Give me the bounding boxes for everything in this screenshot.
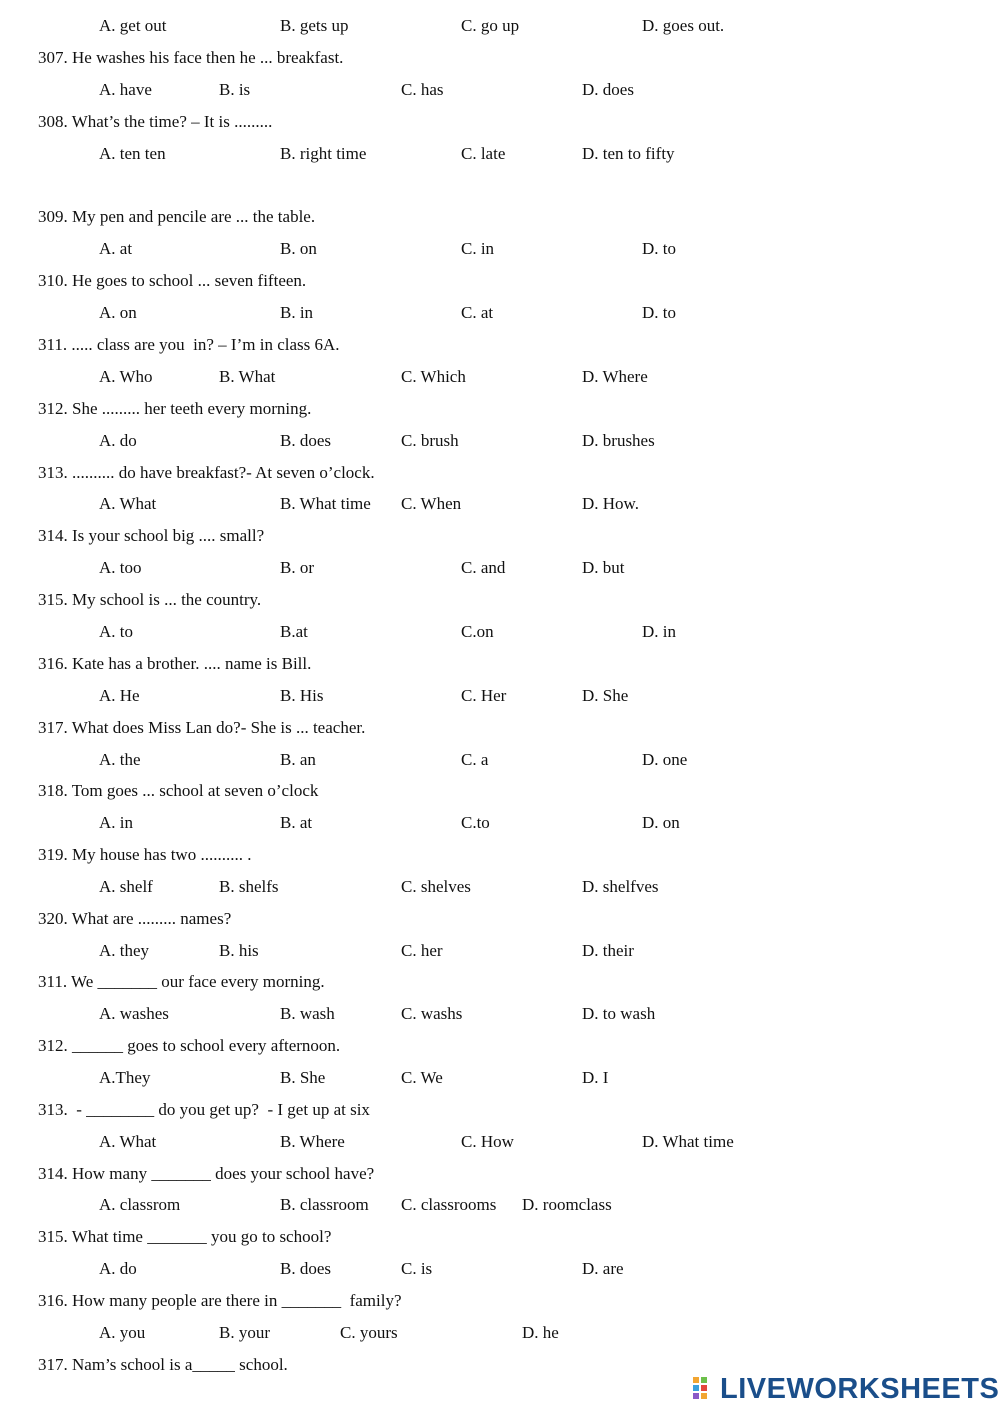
answer-option: C. When [401, 494, 462, 513]
answer-option: B. His [280, 686, 324, 705]
answer-option: D. goes out. [642, 16, 725, 35]
question-text: 317. Nam’s school is a_____ school. [38, 1355, 288, 1374]
answer-option: C. late [461, 144, 506, 163]
liveworksheets-logo [692, 1372, 999, 1406]
answer-option: C. brush [401, 431, 459, 450]
liveworksheets-logo-text: LIVEWORKSHEETS [720, 1372, 1000, 1405]
answer-option: B. your [219, 1323, 270, 1342]
answer-option: A. do [99, 1259, 137, 1278]
answer-option: C. has [401, 80, 444, 99]
question-text: 310. He goes to school ... seven fifteen. [38, 271, 307, 290]
answer-option: B. does [280, 431, 331, 450]
question-text: 312. ______ goes to school every afternoon. [38, 1036, 341, 1055]
answer-option: C. Her [461, 686, 507, 705]
answer-option: C. Which [401, 367, 466, 386]
liveworksheets-logo-icon [692, 1375, 716, 1403]
answer-option: A. get out [99, 16, 167, 35]
answer-option: B.at [280, 622, 308, 641]
answer-option: B. She [280, 1068, 326, 1087]
question-text: 314. How many _______ does your school have? [38, 1164, 375, 1183]
answer-option: B. shelfs [219, 877, 279, 896]
answer-option: B. What time [280, 494, 371, 513]
answer-option: A. What [99, 1132, 157, 1151]
question-text: 309. My pen and pencile are ... the table. [38, 207, 316, 226]
answer-option: B. Where [280, 1132, 345, 1151]
answer-option: D. Where [582, 367, 648, 386]
question-text: 313. - ________ do you get up? - I get up at six [38, 1100, 370, 1119]
answer-option: A. have [99, 80, 152, 99]
answer-option: D. their [582, 941, 634, 960]
answer-option: A. shelf [99, 877, 153, 896]
answer-option: A. you [99, 1323, 146, 1342]
answer-option: D. he [522, 1323, 559, 1342]
answer-option: A. in [99, 813, 133, 832]
answer-option: C.on [461, 622, 494, 641]
answer-option: B. at [280, 813, 313, 832]
answer-option: B. in [280, 303, 314, 322]
answer-option: D. shelfves [582, 877, 659, 896]
answer-option: C.to [461, 813, 490, 832]
answer-option: A. do [99, 431, 137, 450]
answer-option: A. He [99, 686, 140, 705]
answer-option: D. to [642, 303, 676, 322]
question-text: 311. We _______ our face every morning. [38, 972, 325, 991]
question-text: 318. Tom goes ... school at seven o’clock [38, 781, 319, 800]
answer-option: A. ten ten [99, 144, 166, 163]
answer-option: D. What time [642, 1132, 734, 1151]
answer-option: B. wash [280, 1004, 335, 1023]
answer-option: B. is [219, 80, 251, 99]
answer-option: C. How [461, 1132, 514, 1151]
answer-option: B. on [280, 239, 317, 258]
answer-option: D. in [642, 622, 676, 641]
answer-option: A. to [99, 622, 133, 641]
answer-option: A. on [99, 303, 137, 322]
question-text: 319. My house has two .......... . [38, 845, 252, 864]
answer-option: D. does [582, 80, 634, 99]
answer-option: D. ten to fifty [582, 144, 675, 163]
answer-option: C. yours [340, 1323, 398, 1342]
question-text: 307. He washes his face then he ... breakfast. [38, 48, 344, 67]
question-text: 315. My school is ... the country. [38, 590, 262, 609]
answer-option: C. in [461, 239, 495, 258]
answer-option: C. is [401, 1259, 433, 1278]
answer-option: B. gets up [280, 16, 349, 35]
answer-option: D. How. [582, 494, 639, 513]
answer-option: C. washs [401, 1004, 463, 1023]
question-text: 317. What does Miss Lan do?- She is ... teacher. [38, 718, 366, 737]
answer-option: D. one [642, 750, 688, 769]
answer-option: D. I [582, 1068, 609, 1087]
question-text: 316. Kate has a brother. .... name is Bill. [38, 654, 312, 673]
answer-option: C. her [401, 941, 443, 960]
question-text: 311. ..... class are you in? – I’m in class 6A. [38, 335, 340, 354]
answer-option: D. roomclass [522, 1195, 612, 1214]
answer-option: C. at [461, 303, 494, 322]
question-text: 315. What time _______ you go to school? [38, 1227, 332, 1246]
answer-option: C. shelves [401, 877, 471, 896]
answer-option: D. but [582, 558, 625, 577]
answer-option: B. an [280, 750, 316, 769]
answer-option: C. We [401, 1068, 443, 1087]
answer-option: D. to [642, 239, 676, 258]
answer-option: A. at [99, 239, 133, 258]
answer-option: D. to wash [582, 1004, 656, 1023]
question-text: 314. Is your school big .... small? [38, 526, 265, 545]
question-text: 312. She ......... her teeth every morning. [38, 399, 312, 418]
question-text: 320. What are ......... names? [38, 909, 232, 928]
answer-option: B. or [280, 558, 314, 577]
answer-option: B. right time [280, 144, 367, 163]
answer-option: A. classrom [99, 1195, 181, 1214]
question-text: 308. What’s the time? – It is ......... [38, 112, 273, 131]
answer-option: D. on [642, 813, 680, 832]
answer-option: C. a [461, 750, 489, 769]
answer-option: B. his [219, 941, 259, 960]
answer-option: A. Who [99, 367, 153, 386]
answer-option: B. does [280, 1259, 331, 1278]
question-text: 316. How many people are there in _______ family? [38, 1291, 402, 1310]
answer-option: D. are [582, 1259, 624, 1278]
answer-option: B. classroom [280, 1195, 369, 1214]
answer-option: A. they [99, 941, 150, 960]
answer-option: A.They [99, 1068, 151, 1087]
answer-option: C. and [461, 558, 506, 577]
answer-option: B. What [219, 367, 276, 386]
question-text: 313. .......... do have breakfast?- At seven o’clock. [38, 463, 375, 482]
answer-option: D. brushes [582, 431, 655, 450]
answer-option: A. What [99, 494, 157, 513]
answer-option: D. She [582, 686, 629, 705]
answer-option: A. too [99, 558, 142, 577]
answer-option: C. go up [461, 16, 520, 35]
answer-option: A. washes [99, 1004, 169, 1023]
answer-option: C. classrooms [401, 1195, 497, 1214]
answer-option: A. the [99, 750, 141, 769]
